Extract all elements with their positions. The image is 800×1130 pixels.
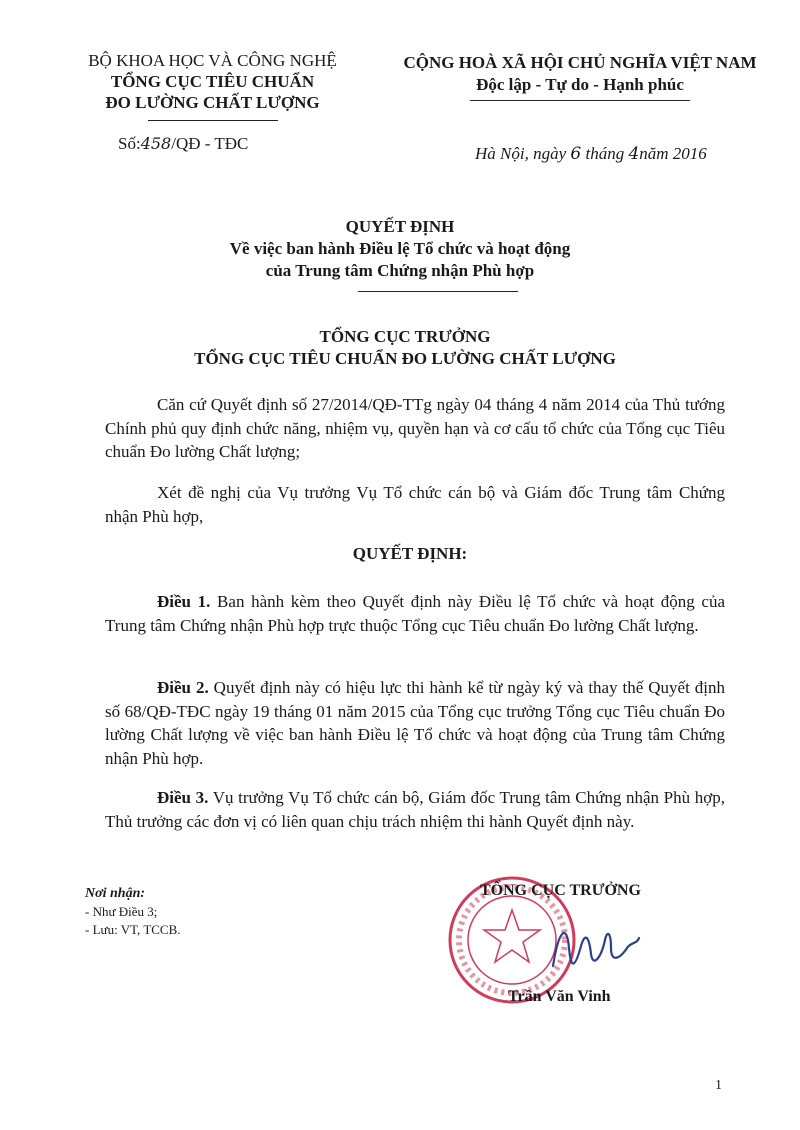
document-title [100, 216, 700, 282]
handwritten-signature-icon [545, 918, 645, 978]
document-date: Hà Nội, ngày 6 tháng 4năm 2016 [475, 144, 707, 164]
document-number: Số:458/QĐ - TĐC [118, 134, 249, 153]
article-label: Điều 2. [157, 678, 209, 697]
handwritten-month: 4 [628, 144, 640, 164]
title-divider [358, 291, 518, 292]
agency-name-line2: ĐO LƯỜNG CHẤT LƯỢNG [105, 93, 320, 112]
national-header [380, 52, 780, 96]
article-2 [105, 676, 725, 770]
title-subject-line1: Về việc ban hành Điều lệ Tổ chức và hoạt động [229, 239, 571, 258]
handwritten-number: 458 [140, 134, 172, 153]
authority-agency: TỔNG CỤC TIÊU CHUẨN ĐO LƯỜNG CHẤT LƯỢNG [194, 349, 616, 368]
recipient-item: - Lưu: VT, TCCB. [85, 922, 181, 937]
country-name: CỘNG HOÀ XÃ HỘI CHỦ NGHĨA VIỆT NAM [403, 53, 757, 72]
header-left-divider [148, 120, 278, 121]
article-text: Quyết định này có hiệu lực thi hành kể từ ngày ký và thay thế Quyết định số 68/QĐ-TĐC ngày 19 tháng 01 năm 2015 của Tổng cục trưởng Tổng cục Tiêu chuẩn Đo lường Chất lượng về việc ban hành Điều lệ Tổ chức và hoạt động của Trung tâm Chứng nhận Phù hợp. [105, 678, 726, 768]
article-label: Điều 3. [157, 788, 209, 807]
page-number: 1 [715, 1078, 722, 1093]
article-label: Điều 1. [157, 592, 211, 611]
article-3 [105, 786, 725, 833]
recipients-block [85, 885, 181, 939]
article-1 [105, 590, 725, 637]
issuing-agency-header [80, 50, 345, 113]
agency-name-line1: TỔNG CỤC TIÊU CHUẨN [110, 72, 315, 91]
article-text: Ban hành kèm theo Quyết định này Điều lệ Tổ chức và hoạt động của Trung tâm Chứng nhận Phù hợp trực thuộc Tổng cục Tiêu chuẩn Đo lường Chất lượng. [105, 592, 725, 635]
recipient-item: - Như Điều 3; [85, 904, 158, 919]
national-motto: Độc lập - Tự do - Hạnh phúc [476, 75, 684, 94]
issuing-authority [80, 326, 730, 370]
decision-heading: QUYẾT ĐỊNH: [352, 544, 468, 563]
recipients-heading: Nơi nhận: [85, 886, 146, 901]
ministry-name: BỘ KHOA HỌC VÀ CÔNG NGHỆ [88, 51, 337, 70]
title-heading: QUYẾT ĐỊNH [345, 217, 455, 236]
signatory-title: TỔNG CỤC TRƯỞNG [480, 882, 641, 899]
signatory-name: Trần Văn Vinh [508, 988, 611, 1005]
handwritten-day: 6 [570, 144, 582, 164]
title-subject-line2: của Trung tâm Chứng nhận Phù hợp [265, 261, 535, 280]
preamble-paragraph: Xét đề nghị của Vụ trưởng Vụ Tổ chức cán bộ và Giám đốc Trung tâm Chứng nhận Phù hợp, [105, 483, 725, 526]
header-right-divider [470, 100, 690, 101]
preamble-paragraph: Căn cứ Quyết định số 27/2014/QĐ-TTg ngày 04 tháng 4 năm 2014 của Thủ tướng Chính phủ quy định chức năng, nhiệm vụ, quyền hạn và cơ cấu tổ chức của Tổng cục Tiêu chuẩn Đo lường Chất lượng; [105, 395, 725, 461]
article-text: Vụ trưởng Vụ Tổ chức cán bộ, Giám đốc Trung tâm Chứng nhận Phù hợp, Thủ trưởng các đơn vị có liên quan chịu trách nhiệm thi hành Quyết định này. [105, 788, 725, 831]
authority-title: TỔNG CỤC TRƯỞNG [319, 327, 491, 346]
